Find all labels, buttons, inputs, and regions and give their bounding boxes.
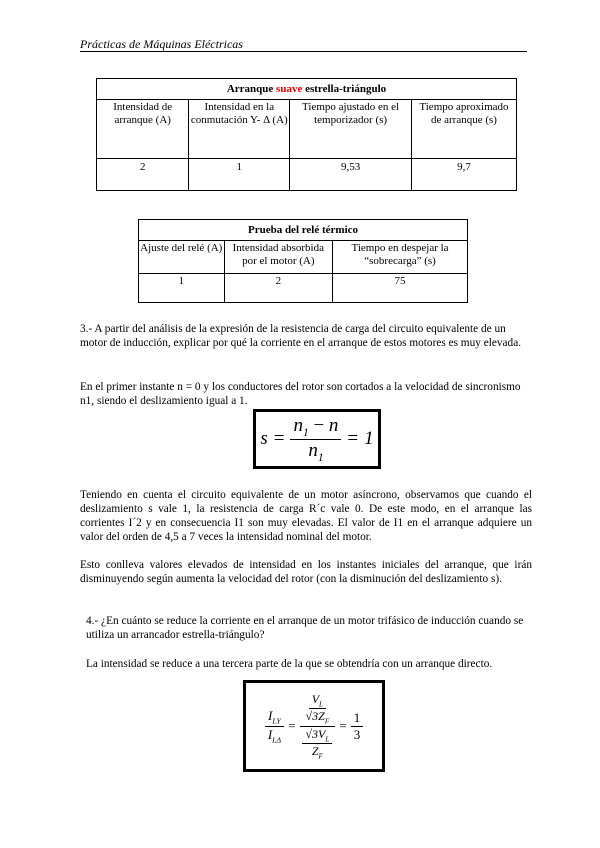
formula-denominator (305, 440, 326, 464)
formula-fraction (290, 415, 341, 464)
ratio-numerator (265, 708, 284, 727)
paragraph-consequence: Esto conlleva valores elevados de intensidad en los instantes iniciales del arranque, que irán disminuyendo según aumenta la velocidad del rotor (con la disminución del deslizamiento s). (80, 559, 532, 585)
paragraph-equivalent-circuit: Teniendo en cuenta el circuito equivalente de un motor asíncrono, observamos que cuando el deslizamiento s vale 1, la resistencia de carga R´c vale 0. De este modo, en el arranque las corrientes I´2 y en consecuencia I1 son muy elevadas. El valor de I1 en el arranque adquiere un valor del orden de 4,5 a 7 veces la intensidad nominal del motor. (80, 489, 532, 543)
table-cell: 75 (333, 274, 468, 303)
inner-numerator (309, 692, 326, 709)
formula-subscript: L (319, 700, 324, 709)
header-absorbed-current: Intensidad absorbida por el motor (A) (224, 241, 333, 274)
table-cell: 9,53 (290, 159, 412, 191)
formula-symbol: n (328, 414, 339, 436)
formula-symbol: I (268, 707, 273, 723)
current-ratio-formula (265, 692, 363, 761)
table-cell: 2 (97, 159, 189, 191)
thermal-relay-table (138, 219, 468, 303)
minus-sign: − (308, 414, 329, 436)
question-4: 4.- ¿En cuánto se reduce la corriente en el arranque de un motor trifásico de inducción cuando se utiliza un arrancador estrella-triángulo? (86, 615, 524, 641)
formula-subscript: F (318, 752, 323, 761)
inner-denominator (303, 709, 333, 725)
formula-subscript: LY (272, 716, 281, 726)
formula-subscript: LΔ (272, 735, 282, 745)
paragraph-first-instant: En el primer instante n = 0 y los conductores del rotor son cortados a la velocidad de sincronismo n1, siendo el deslizamiento igual a 1. (80, 381, 521, 407)
formula-numerator (290, 415, 341, 440)
compound-denominator (299, 727, 335, 761)
ratio-fraction (265, 708, 284, 744)
table-cell: 2 (224, 274, 333, 303)
compound-numerator (300, 692, 336, 727)
equals-sign: = (288, 718, 296, 733)
inner-numerator (302, 727, 332, 744)
slip-formula (260, 415, 373, 464)
header-switch-current: Intensidad en la conmutación Y- Δ (A) (189, 100, 290, 159)
inner-denominator (309, 744, 326, 760)
table-cell: 1 (189, 159, 290, 191)
result-fraction (351, 710, 364, 743)
formula-symbol: s (260, 428, 268, 449)
caption-highlight: suave (276, 82, 303, 95)
formula-symbol: n (308, 439, 318, 461)
formula-subscript: 1 (317, 451, 324, 464)
equals-sign: = (347, 428, 359, 449)
page-header-title: Prácticas de Máquinas Eléctricas (80, 37, 243, 51)
formula-symbol: V (311, 691, 320, 706)
header-start-current: Intensidad de arranque (A) (97, 100, 189, 159)
compound-fraction (299, 692, 335, 761)
caption-part: estrella-triángulo (302, 82, 387, 95)
header-divider (80, 51, 527, 52)
equals-sign: = (273, 428, 285, 449)
slip-formula-box (253, 409, 381, 469)
formula-symbol: √3Z (305, 709, 325, 724)
question-3: 3.- A partir del análisis de la expresión de la resistencia de carga del circuito equivalente de un motor de inducción, explicar por qué la corriente en el arranque de estos motores es muy elevada. (80, 323, 522, 349)
formula-subscript: L (325, 734, 330, 743)
formula-symbol: n (293, 414, 303, 436)
ratio-denominator (265, 727, 284, 745)
formula-symbol: √3V (305, 726, 326, 741)
header-start-time: Tiempo aproximado de arranque (s) (411, 100, 516, 159)
header-clear-time: Tiempo en despejar la “sobrecarga” (s) (333, 241, 468, 274)
thermal-relay-table-caption: Prueba del relé térmico (139, 220, 468, 241)
table-cell: 9,7 (411, 159, 516, 191)
inner-fraction (302, 727, 332, 761)
equals-sign: = (339, 718, 347, 733)
formula-symbol: Z (311, 743, 319, 758)
current-ratio-formula-box (243, 680, 385, 772)
formula-subscript: F (324, 717, 330, 726)
result-numerator: 1 (351, 710, 364, 727)
soft-start-table-caption (97, 79, 517, 100)
answer-4: La intensidad se reduce a una tercera parte de la que se obtendría con un arranque directo. (86, 658, 493, 670)
header-timer-setting: Tiempo ajustado en el temporizador (s) (290, 100, 412, 159)
formula-symbol: I (267, 726, 273, 742)
formula-subscript: 1 (302, 426, 309, 439)
inner-fraction (303, 692, 333, 726)
result-denominator: 3 (353, 726, 361, 742)
soft-start-table (96, 78, 517, 191)
header-relay-setting: Ajuste del relé (A) (139, 241, 225, 274)
formula-result: 1 (364, 428, 374, 449)
table-cell: 1 (139, 274, 225, 303)
caption-part: Arranque (226, 82, 277, 95)
